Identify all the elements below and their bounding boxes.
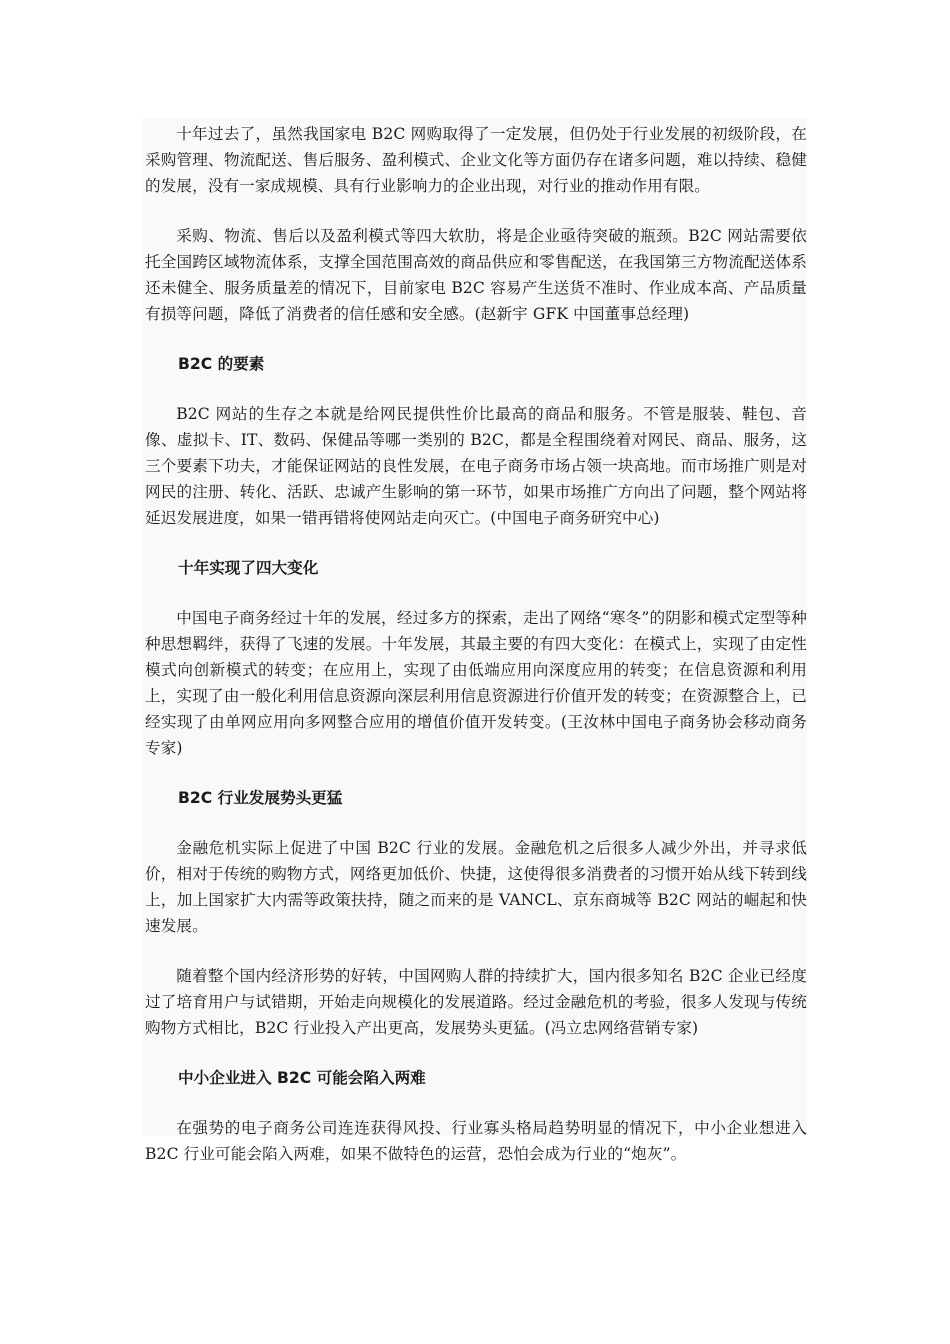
paragraph-financial-crisis: 金融危机实际上促进了中国 B2C 行业的发展。金融危机之后很多人减少外出，并寻求低价，相对于传统的购物方式，网络更加低价、快捷，这使得很多消费者的习惯开始从线下转到线上，加上国家扩大内需等政策扶持，随之而来的是 VANCL、京东商城等 B2C 网站的崛起和快速发展。 [145,839,807,935]
paragraph-decade-status: 十年过去了，虽然我国家电 B2C 网购取得了一定发展，但仍处于行业发展的初级阶段，在采购管理、物流配送、售后服务、盈利模式、企业文化等方面仍存在诸多问题，难以持续、稳健的发展，没有一家成规模、具有行业影响力的企业出现，对行业的推动作用有限。 [145,125,807,195]
heading-sme-dilemma: 中小企业进入 B2C 可能会陷入两难 [178,1069,426,1087]
paragraph-market-growth: 随着整个国内经济形势的好转，中国网购人群的持续扩大，国内很多知名 B2C 企业已经度过了培育用户与试错期，开始走向规模化的发展道路。经过金融危机的考验，很多人发现与传统购物方式相比，B2C 行业投入产出更高，发展势头更猛。(冯立忠网络营销专家) [145,967,807,1037]
paragraph-four-weaknesses: 采购、物流、售后以及盈利模式等四大软肋，将是企业亟待突破的瓶颈。B2C 网站需要依托全国跨区域物流体系，支撑全国范围高效的商品供应和零售配送，在我国第三方物流配送体系还未健全、服务质量差的情况下，目前家电 B2C 容易产生送货不准时、作业成本高、产品质量有损等问题，降低了消费者的信任感和安全感。(赵新宇 GFK 中国董事总经理) [145,227,807,323]
heading-b2c-momentum: B2C 行业发展势头更猛 [178,789,343,807]
article-body [145,121,807,1167]
paragraph-b2c-elements: B2C 网站的生存之本就是给网民提供性价比最高的商品和服务。不管是服装、鞋包、音像、虚拟卡、IT、数码、保健品等哪一类别的 B2C，都是全程围绕着对网民、商品、服务，这三个要素下功夫，才能保证网站的良性发展，在电子商务市场占领一块高地。而市场推广则是对网民的注册、转化、活跃、忠诚产生影响的第一环节，如果市场推广方向出了问题，整个网站将延迟发展进度，如果一错再错将使网站走向灭亡。(中国电子商务研究中心) [145,405,807,527]
paragraph-four-changes: 中国电子商务经过十年的发展，经过多方的探索，走出了网络“寒冬”的阴影和模式定型等种种思想羁绊，获得了飞速的发展。十年发展，其最主要的有四大变化：在模式上，实现了由定性模式向创新模式的转变；在应用上，实现了由低端应用向深度应用的转变；在信息资源和利用上，实现了由一般化利用信息资源向深层利用信息资源进行价值开发的转变；在资源整合上，已经实现了由单网应用向多网整合应用的增值价值开发转变。(王汝林中国电子商务协会移动商务专家) [145,609,807,757]
heading-b2c-elements: B2C 的要素 [178,355,265,373]
paragraph-sme-dilemma: 在强势的电子商务公司连连获得风投、行业寡头格局趋势明显的情况下，中小企业想进入 B2C 行业可能会陷入两难，如果不做特色的运营，恐怕会成为行业的“炮灰”。 [145,1119,807,1163]
heading-four-changes: 十年实现了四大变化 [178,559,319,577]
